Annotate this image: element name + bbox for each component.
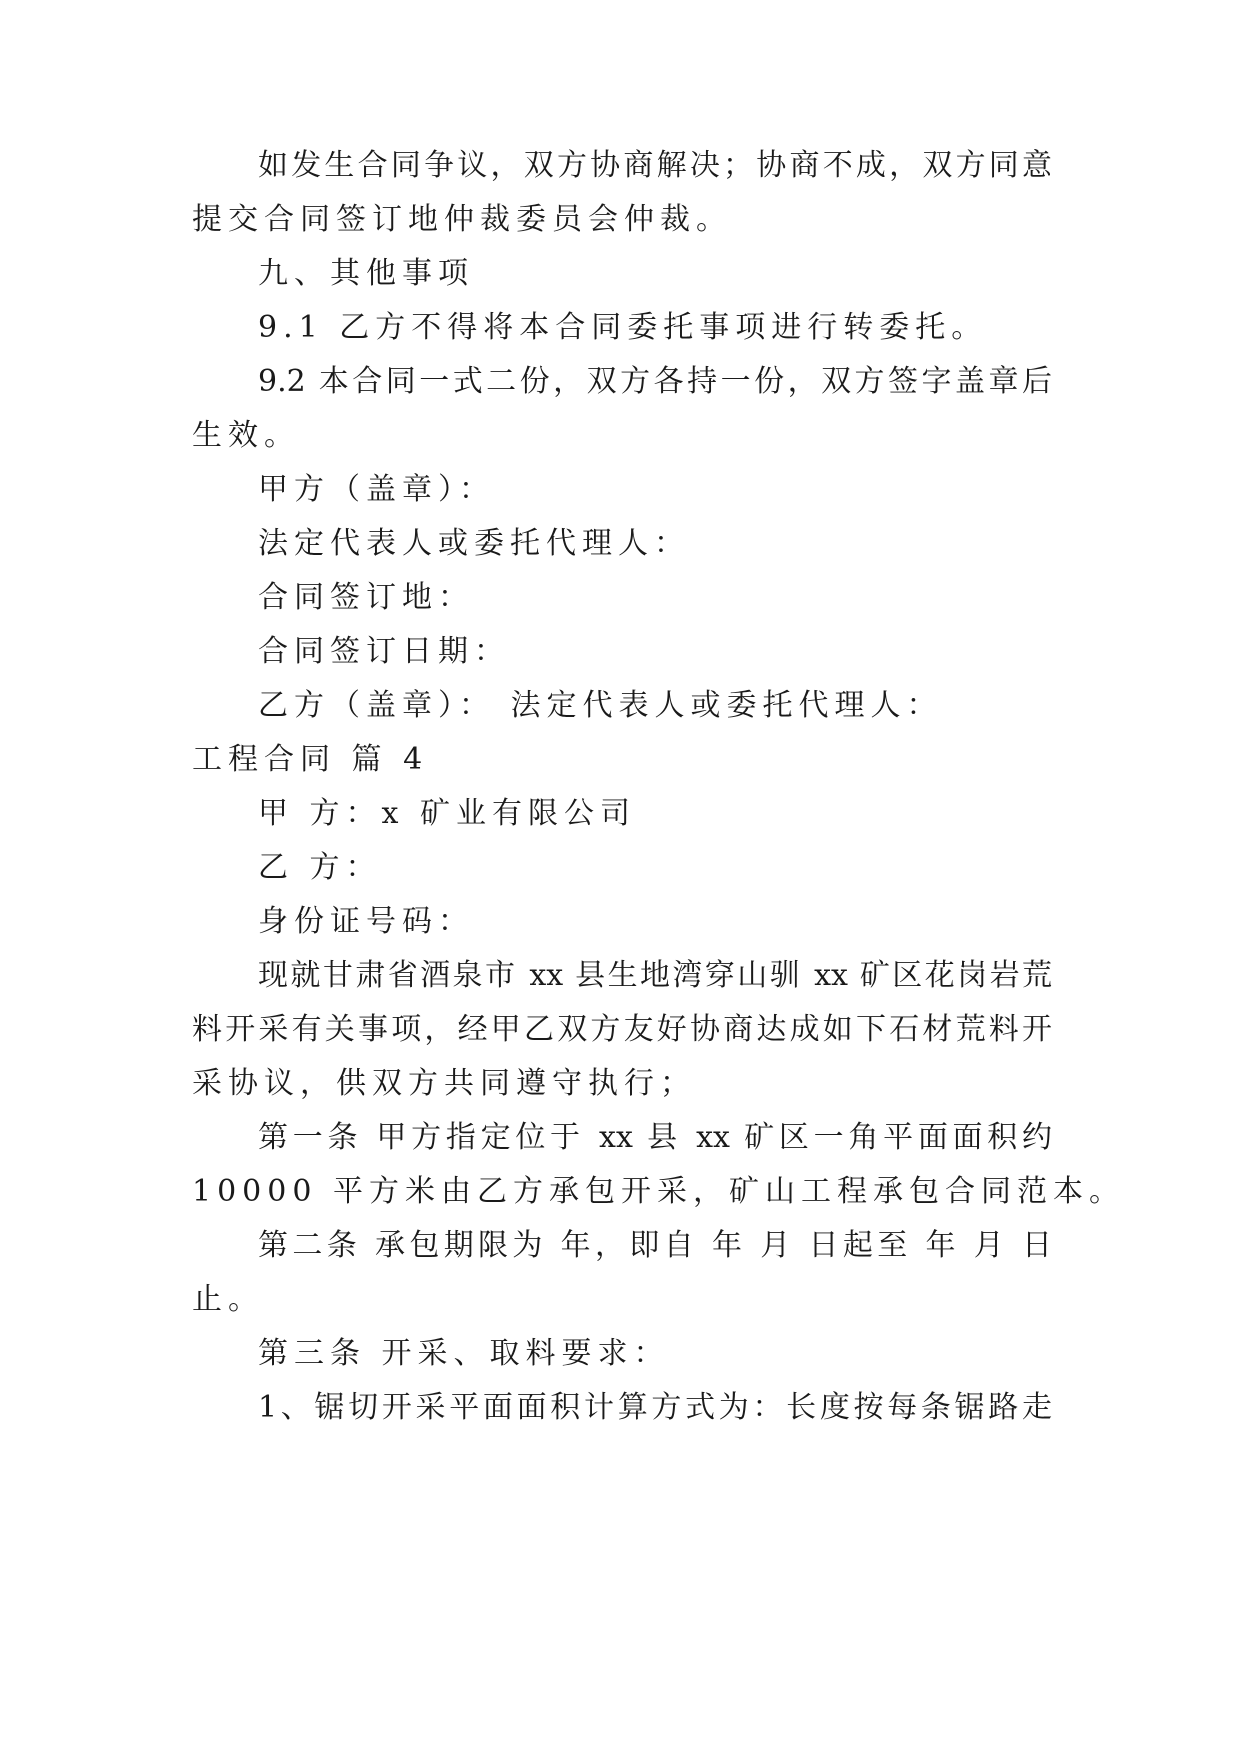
article-3-item-1: 1、锯切开采平面面积计算方式为：长度按每条锯路走 [258, 1390, 1052, 1425]
intro-paragraph-line-3: 采协议，供双方共同遵守执行； [192, 1066, 696, 1101]
paragraph-dispute-line-2: 提交合同签订地仲裁委员会仲裁。 [192, 202, 732, 237]
article-1-line-2: 10000 平方米由乙方承包开采，矿山工程承包合同范本。 [192, 1174, 1125, 1209]
article-2-line-2: 止。 [192, 1282, 264, 1317]
signing-place-label: 合同签订地： [258, 580, 474, 615]
paragraph-dispute-line-1: 如发生合同争议，双方协商解决；协商不成，双方同意 [258, 148, 1052, 183]
article-2-line-1: 第二条 承包期限为 年，即自 年 月 日起至 年 月 日 [258, 1228, 1052, 1263]
article-3-heading: 第三条 开采、取料要求： [258, 1336, 670, 1371]
legal-representative-label: 法定代表人或委托代理人： [258, 526, 690, 561]
party-b-seal-label: 乙方（盖章）： 法定代表人或委托代理人： [258, 688, 943, 723]
article-1-line-1: 第一条 甲方指定位于 xx 县 xx 矿区一角平面面积约 [258, 1120, 1052, 1155]
signing-date-label: 合同签订日期： [258, 634, 510, 669]
intro-paragraph-line-1: 现就甘肃省酒泉市 xx 县生地湾穿山驯 xx 矿区花岗岩荒 [258, 958, 1052, 993]
party-b-name: 乙 方： [258, 850, 382, 885]
party-a-name: 甲 方：x 矿业有限公司 [258, 796, 636, 831]
party-a-seal-label: 甲方（盖章）： [258, 472, 495, 507]
section-heading-other-matters: 九、其他事项 [258, 256, 474, 291]
clause-9-2-line-1: 9.2 本合同一式二份，双方各持一份，双方签字盖章后 [258, 364, 1052, 399]
contract-title-part-4: 工程合同 篇 4 [192, 742, 429, 777]
clause-9-2-line-2: 生效。 [192, 418, 300, 453]
clause-9-1: 9.1 乙方不得将本合同委托事项进行转委托。 [258, 310, 988, 345]
id-number-label: 身份证号码： [258, 904, 474, 939]
intro-paragraph-line-2: 料开采有关事项，经甲乙双方友好协商达成如下石材荒料开 [192, 1012, 1052, 1047]
